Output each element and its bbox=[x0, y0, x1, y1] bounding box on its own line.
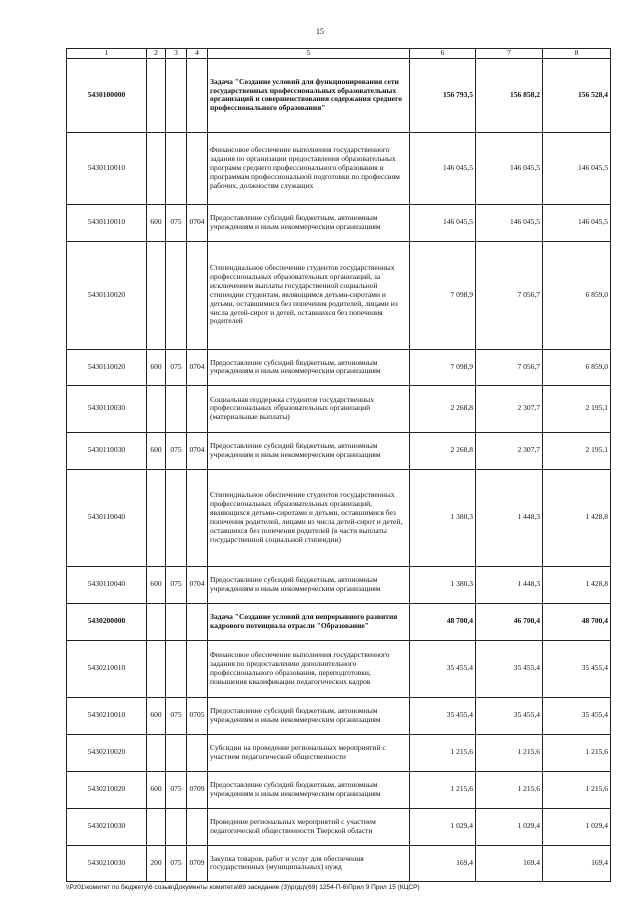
amount-year2-cell: 169,4 bbox=[476, 845, 543, 881]
amount-year1-cell: 1 029,4 bbox=[410, 808, 476, 845]
description-cell: Стипендиальное обеспечение студентов государственных профессиональных образовательных организаций, за исключением выплаты государственной социальной стипендии студентам, являющимся детьми-сиротами и детьми, оставшимися без попечения родителей, лицами из числа детей-сирот и детей, оставшихся без попечения родителей bbox=[208, 241, 410, 349]
amount-year2-cell: 156 858,2 bbox=[476, 58, 543, 132]
administrator-code-cell: 075 bbox=[166, 566, 187, 603]
column-header: 8 bbox=[543, 49, 611, 59]
table-row bbox=[67, 566, 611, 603]
table-row bbox=[67, 603, 611, 640]
column-header: 7 bbox=[476, 49, 543, 59]
classification-code-cell: 5430110030 bbox=[67, 385, 147, 432]
expense-type-cell bbox=[147, 734, 166, 771]
administrator-code-cell bbox=[166, 640, 187, 697]
amount-year3-cell: 156 528,4 bbox=[543, 58, 611, 132]
classification-code-cell: 5430210010 bbox=[67, 697, 147, 734]
section-code-cell bbox=[187, 734, 208, 771]
expense-type-cell bbox=[147, 58, 166, 132]
amount-year3-cell: 169,4 bbox=[543, 845, 611, 881]
amount-year2-cell: 1 215,6 bbox=[476, 734, 543, 771]
amount-year1-cell: 35 455,4 bbox=[410, 697, 476, 734]
amount-year3-cell: 35 455,4 bbox=[543, 640, 611, 697]
amount-year1-cell: 156 793,5 bbox=[410, 58, 476, 132]
column-header: 2 bbox=[147, 49, 166, 59]
description-cell: Задача "Создание условий для непрерывного развития кадрового потенциала отрасли "Образование" bbox=[208, 603, 410, 640]
expense-type-cell bbox=[147, 640, 166, 697]
amount-year3-cell: 2 195,1 bbox=[543, 385, 611, 432]
description-cell: Проведение региональных мероприятий с участием педагогической общественности Тверской области bbox=[208, 808, 410, 845]
section-code-cell bbox=[187, 385, 208, 432]
expense-type-cell bbox=[147, 469, 166, 566]
amount-year2-cell: 146 045,5 bbox=[476, 132, 543, 204]
amount-year2-cell: 35 455,4 bbox=[476, 640, 543, 697]
column-header: 4 bbox=[187, 49, 208, 59]
amount-year3-cell: 1 215,6 bbox=[543, 734, 611, 771]
description-cell: Предоставление субсидий бюджетным, автономным учреждениям и иным некоммерческим организациям bbox=[208, 432, 410, 469]
section-code-cell bbox=[187, 132, 208, 204]
amount-year1-cell: 35 455,4 bbox=[410, 640, 476, 697]
amount-year2-cell: 146 045,5 bbox=[476, 204, 543, 241]
table-row bbox=[67, 385, 611, 432]
administrator-code-cell bbox=[166, 808, 187, 845]
amount-year3-cell: 1 428,8 bbox=[543, 566, 611, 603]
budget-table bbox=[66, 48, 611, 882]
description-cell: Предоставление субсидий бюджетным, автономным учреждениям и иным некоммерческим организациям bbox=[208, 349, 410, 385]
section-code-cell: 0704 bbox=[187, 432, 208, 469]
section-code-cell: 0709 bbox=[187, 771, 208, 808]
administrator-code-cell bbox=[166, 58, 187, 132]
table-row bbox=[67, 808, 611, 845]
expense-type-cell: 600 bbox=[147, 566, 166, 603]
amount-year1-cell: 146 045,5 bbox=[410, 204, 476, 241]
amount-year3-cell: 146 045,5 bbox=[543, 132, 611, 204]
table-body bbox=[67, 58, 611, 881]
amount-year2-cell: 2 307,7 bbox=[476, 385, 543, 432]
amount-year2-cell: 1 029,4 bbox=[476, 808, 543, 845]
expense-type-cell bbox=[147, 132, 166, 204]
amount-year1-cell: 169,4 bbox=[410, 845, 476, 881]
classification-code-cell: 5430110010 bbox=[67, 132, 147, 204]
description-cell: Закупка товаров, работ и услуг для обеспечения государственных (муниципальных) нужд bbox=[208, 845, 410, 881]
description-cell: Предоставление субсидий бюджетным, автономным учреждениям и иным некоммерческим организациям bbox=[208, 204, 410, 241]
amount-year1-cell: 48 700,4 bbox=[410, 603, 476, 640]
amount-year2-cell: 2 307,7 bbox=[476, 432, 543, 469]
classification-code-cell: 5430210030 bbox=[67, 845, 147, 881]
expense-type-cell: 600 bbox=[147, 771, 166, 808]
amount-year3-cell: 48 700,4 bbox=[543, 603, 611, 640]
amount-year2-cell: 1 215,6 bbox=[476, 771, 543, 808]
amount-year3-cell: 6 859,0 bbox=[543, 241, 611, 349]
table-row bbox=[67, 132, 611, 204]
administrator-code-cell bbox=[166, 734, 187, 771]
column-header: 3 bbox=[166, 49, 187, 59]
description-cell: Стипендиальное обеспечение студентов государственных профессиональных образовательных организаций, являющихся детьми-сиротами и детьми, оставшимися без попечения родителей, лицами из числа детей-сирот и детей, оставшихся без попечения родителей (в части выплаты государственной социальной стипендии) bbox=[208, 469, 410, 566]
expense-type-cell bbox=[147, 241, 166, 349]
section-code-cell: 0709 bbox=[187, 845, 208, 881]
table-row bbox=[67, 204, 611, 241]
amount-year2-cell: 7 056,7 bbox=[476, 241, 543, 349]
classification-code-cell: 5430110040 bbox=[67, 566, 147, 603]
column-header: 1 bbox=[67, 49, 147, 59]
section-code-cell bbox=[187, 58, 208, 132]
description-cell: Субсидии на проведение региональных мероприятий с участием педагогической общественности bbox=[208, 734, 410, 771]
description-cell: Социальная поддержка студентов государственных профессиональных образовательных организаций (материальные выплаты) bbox=[208, 385, 410, 432]
amount-year1-cell: 146 045,5 bbox=[410, 132, 476, 204]
classification-code-cell: 5430110020 bbox=[67, 241, 147, 349]
administrator-code-cell: 075 bbox=[166, 771, 187, 808]
table-row bbox=[67, 241, 611, 349]
administrator-code-cell bbox=[166, 132, 187, 204]
amount-year1-cell: 1 380,3 bbox=[410, 566, 476, 603]
amount-year3-cell: 6 859,0 bbox=[543, 349, 611, 385]
administrator-code-cell bbox=[166, 603, 187, 640]
administrator-code-cell: 075 bbox=[166, 349, 187, 385]
classification-code-cell: 5430210010 bbox=[67, 640, 147, 697]
amount-year2-cell: 35 455,4 bbox=[476, 697, 543, 734]
description-cell: Предоставление субсидий бюджетным, автономным учреждениям и иным некоммерческим организациям bbox=[208, 771, 410, 808]
amount-year3-cell: 35 455,4 bbox=[543, 697, 611, 734]
table-row bbox=[67, 734, 611, 771]
page-number: 15 bbox=[316, 27, 324, 36]
table-row bbox=[67, 771, 611, 808]
classification-code-cell: 5430210030 bbox=[67, 808, 147, 845]
section-code-cell bbox=[187, 603, 208, 640]
amount-year1-cell: 7 098,9 bbox=[410, 349, 476, 385]
amount-year1-cell: 2 268,8 bbox=[410, 385, 476, 432]
amount-year3-cell: 146 045,5 bbox=[543, 204, 611, 241]
amount-year3-cell: 1 029,4 bbox=[543, 808, 611, 845]
description-cell: Финансовое обеспечение выполнения государственного задания по организации предоставления образовательных программ среднего профессионального образования и программам профессиональной подготовки по профессиям рабочих, должностям служащих bbox=[208, 132, 410, 204]
amount-year1-cell: 1 215,6 bbox=[410, 734, 476, 771]
amount-year2-cell: 1 448,3 bbox=[476, 469, 543, 566]
amount-year3-cell: 2 195,1 bbox=[543, 432, 611, 469]
section-code-cell: 0705 bbox=[187, 697, 208, 734]
description-cell: Предоставление субсидий бюджетным, автономным учреждениям и иным некоммерческим организациям bbox=[208, 566, 410, 603]
amount-year2-cell: 1 448,3 bbox=[476, 566, 543, 603]
classification-code-cell: 5430110020 bbox=[67, 349, 147, 385]
amount-year1-cell: 1 380,3 bbox=[410, 469, 476, 566]
administrator-code-cell bbox=[166, 241, 187, 349]
section-code-cell bbox=[187, 808, 208, 845]
amount-year1-cell: 1 215,6 bbox=[410, 771, 476, 808]
expense-type-cell bbox=[147, 603, 166, 640]
column-header: 5 bbox=[208, 49, 410, 59]
table-row bbox=[67, 640, 611, 697]
expense-type-cell: 600 bbox=[147, 697, 166, 734]
expense-type-cell: 200 bbox=[147, 845, 166, 881]
section-code-cell: 0704 bbox=[187, 349, 208, 385]
classification-code-cell: 5430110030 bbox=[67, 432, 147, 469]
section-code-cell bbox=[187, 241, 208, 349]
classification-code-cell: 5430100000 bbox=[67, 58, 147, 132]
classification-code-cell: 5430110040 bbox=[67, 469, 147, 566]
classification-code-cell: 5430210020 bbox=[67, 771, 147, 808]
table-row bbox=[67, 432, 611, 469]
section-code-cell: 0704 bbox=[187, 204, 208, 241]
column-header: 6 bbox=[410, 49, 476, 59]
amount-year2-cell: 7 056,7 bbox=[476, 349, 543, 385]
amount-year1-cell: 7 098,9 bbox=[410, 241, 476, 349]
description-cell: Задача "Создание условий для функционирования сети государственных профессиональных образовательных организаций и совершенствования содержания среднего профессионального образования" bbox=[208, 58, 410, 132]
administrator-code-cell: 075 bbox=[166, 432, 187, 469]
table-row bbox=[67, 845, 611, 881]
amount-year2-cell: 46 700,4 bbox=[476, 603, 543, 640]
administrator-code-cell bbox=[166, 385, 187, 432]
section-code-cell bbox=[187, 640, 208, 697]
section-code-cell: 0704 bbox=[187, 566, 208, 603]
administrator-code-cell: 075 bbox=[166, 204, 187, 241]
table-row bbox=[67, 58, 611, 132]
table-row bbox=[67, 349, 611, 385]
expense-type-cell: 600 bbox=[147, 432, 166, 469]
table-row bbox=[67, 697, 611, 734]
amount-year3-cell: 1 215,6 bbox=[543, 771, 611, 808]
expense-type-cell: 600 bbox=[147, 204, 166, 241]
column-number-row bbox=[67, 49, 611, 59]
amount-year3-cell: 1 428,8 bbox=[543, 469, 611, 566]
footer-file-path: \\Pz01\комитет по бюджету\6 созыв\Документы комитета\69 заседание (3)\ргдц\(69) 1254-П-6\Прил 9 Прил 15 (КЦСР) bbox=[66, 884, 420, 891]
administrator-code-cell bbox=[166, 469, 187, 566]
classification-code-cell: 5430200000 bbox=[67, 603, 147, 640]
table-row bbox=[67, 469, 611, 566]
classification-code-cell: 5430210020 bbox=[67, 734, 147, 771]
classification-code-cell: 5430110010 bbox=[67, 204, 147, 241]
administrator-code-cell: 075 bbox=[166, 845, 187, 881]
expense-type-cell bbox=[147, 808, 166, 845]
administrator-code-cell: 075 bbox=[166, 697, 187, 734]
expense-type-cell: 600 bbox=[147, 349, 166, 385]
description-cell: Предоставление субсидий бюджетным, автономным учреждениям и иным некоммерческим организациям bbox=[208, 697, 410, 734]
description-cell: Финансовое обеспечение выполнения государственного задания по предоставлению дополнительного профессионального образования, переподготовки, повышения квалификации педагогических кадров bbox=[208, 640, 410, 697]
section-code-cell bbox=[187, 469, 208, 566]
expense-type-cell bbox=[147, 385, 166, 432]
amount-year1-cell: 2 268,8 bbox=[410, 432, 476, 469]
